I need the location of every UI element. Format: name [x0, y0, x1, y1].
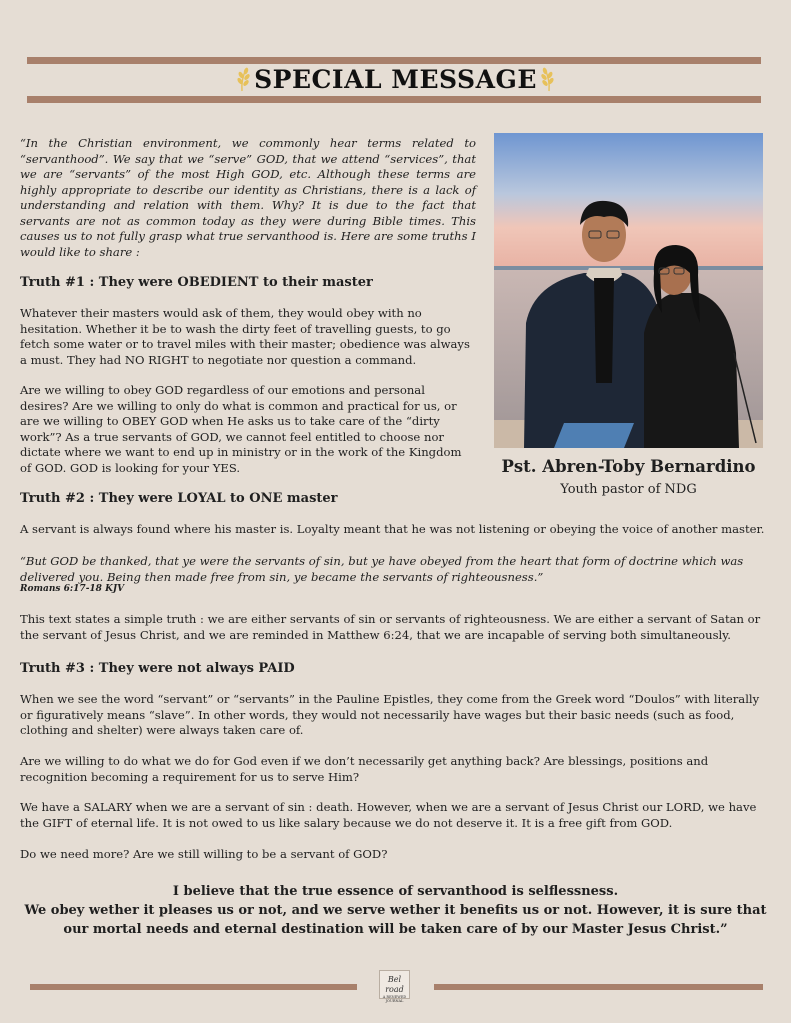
- footer-logo: [379, 970, 410, 1003]
- wheat-ornament-icon: [539, 66, 559, 92]
- page-header: [0, 64, 791, 94]
- truth-2-paragraph-1: A servant is always found where his master is. Loyalty meant that he was not listening or obeying the voice of another master.: [20, 522, 765, 536]
- closing-line-2: We obey wether it pleases us or not, and we serve wether it benefits us or not. However, it is sure that our mortal needs and eternal destination will be taken care of by our Master Jesus Christ.”: [24, 903, 767, 937]
- intro-paragraph: “In the Christian environment, we commonly hear terms related to “servanthood”. We say that we “serve” GOD, that we attend “services”, that we are “servants” of the most High GOD, etc. Although these terms are highly appropriate to describe our identity as Christians, there is a lack of understanding and relation with them. Why? It is due to the fact that servants are not as common today as they were during Bible times. This causes us to not fully grasp what true servanthood is. Here are some truths I would like to share :: [20, 136, 476, 259]
- truth-2-paragraph-2: This text states a simple truth : we are either servants of sin or servants of righteousness. We are either a servant of Satan or the servant of Jesus Christ, and we are reminded in Matthew 6:24, that we are incapable of serving both simultaneously.: [20, 612, 761, 642]
- truth-3-paragraph-1: When we see the word “servant” or “servants” in the Pauline Epistles, they come from the Greek word “Doulos” with literally or figuratively means “slave”. In other words, they would not necessarily have wages but their basic needs (such as food, clothing and shelter) were always taken care of.: [20, 692, 760, 737]
- footer-rule-right: [434, 984, 763, 990]
- truth-3-paragraph-4: Do we need more? Are we still willing to be a servant of GOD?: [20, 847, 388, 861]
- truth-1-paragraph-2: Are we willing to obey GOD regardless of our emotions and personal desires? Are we willing to only do what is common and practical for us, or are we willing to OBEY GOD when He asks us to take care of the “dirty work”? As a true servants of GOD, we cannot feel entitled to choose nor dictate where we want to end up in ministry or in the work of the Kingdom of GOD. GOD is looking for your YES.: [20, 383, 462, 475]
- page-title: SPECIAL MESSAGE: [254, 64, 537, 94]
- header-rule-bottom: [27, 96, 761, 103]
- truth-3-heading: Truth #3 : They were not always PAID: [20, 661, 295, 676]
- scripture-reference: Romans 6:17-18 KJV: [20, 584, 125, 594]
- scripture-quote: “But GOD be thanked, that ye were the servants of sin, but ye have obeyed from the heart that form of doctrine which was delivered you. Being then made free from sin, ye became the servants of righteousness.”: [20, 554, 744, 584]
- wheat-ornament-icon: [232, 66, 252, 92]
- closing-statement: [20, 882, 771, 939]
- logo-script: Bel road: [385, 975, 404, 994]
- truth-3-paragraph-2: Are we willing to do what we do for God even if we don’t necessarily get anything back? Are blessings, positions and recognition becoming a requirement for us to serve Him?: [20, 754, 709, 784]
- truth-1-paragraph-1: Whatever their masters would ask of them, they would obey with no hesitation. Whether it be to wash the dirty feet of travelling guests, to go fetch some water or to travel miles with their master; obedience was always a must. They had NO RIGHT to negotiate nor question a command.: [20, 306, 470, 367]
- truth-2-heading: Truth #2 : They were LOYAL to ONE master: [20, 491, 338, 506]
- pastor-name: Pst. Abren-Toby Bernardino: [501, 457, 756, 476]
- footer-rule-left: [30, 984, 357, 990]
- closing-line-1: I believe that the true essence of servanthood is selflessness.: [172, 884, 619, 899]
- pastor-role: Youth pastor of NDG: [560, 482, 697, 497]
- header-rule-top: [27, 57, 761, 64]
- truth-1-heading: Truth #1 : They were OBEDIENT to their master: [20, 275, 373, 290]
- logo-tagline: A RENEWED JOURNAL: [382, 995, 407, 1003]
- truth-3-paragraph-3: We have a SALARY when we are a servant of sin : death. However, when we are a servant of Jesus Christ our LORD, we have the GIFT of eternal life. It is not owed to us like salary because we do not deserve it. It is a free gift from GOD.: [20, 800, 757, 830]
- pastor-photo: [494, 133, 763, 448]
